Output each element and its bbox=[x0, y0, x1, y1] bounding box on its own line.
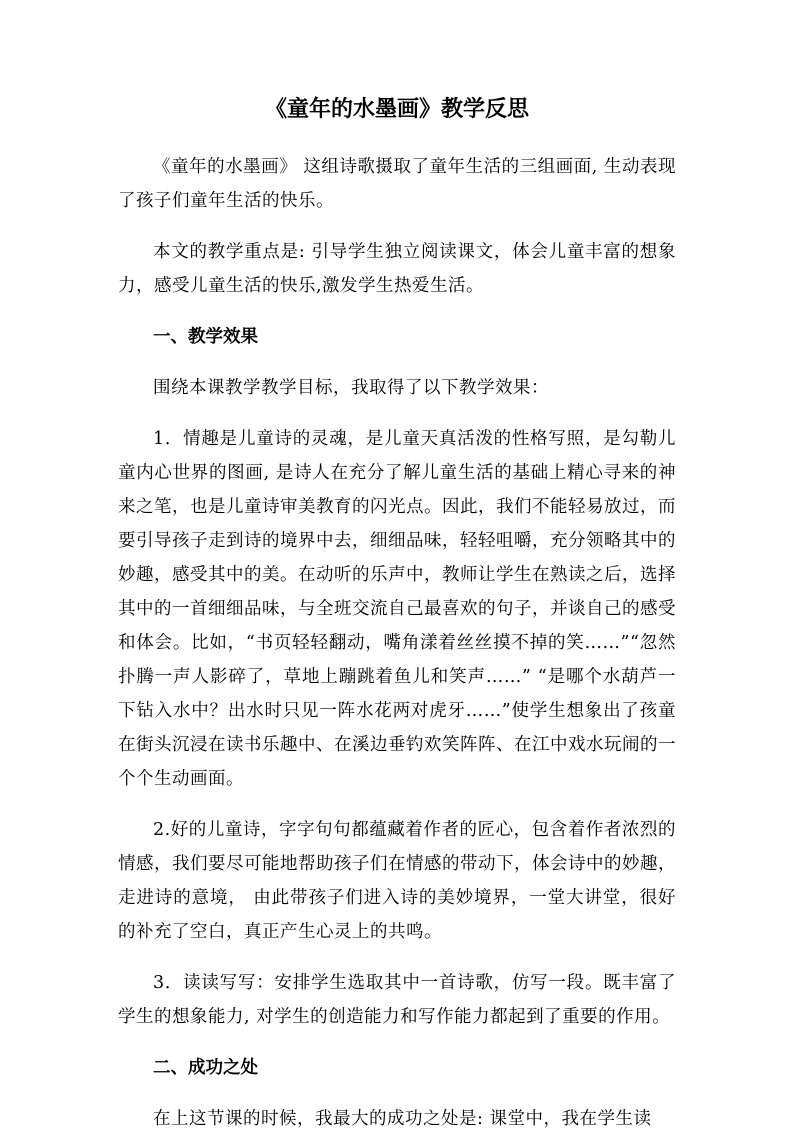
effect-item-1: 1．情趣是儿童诗的灵魂，是儿童天真活泼的性格写照，是勾勒儿童内心世界的图画, 是诗人在充分了解儿童生活的基础上精心寻来的神来之笔，也是儿童诗审美教育的闪光点。因此，我们不能轻易放过，而要引导孩子走到诗的境界中去，细细品味，轻轻咀嚼，充分领略其中的妙趣，感受其中的美。在动听的乐声中，教师让学生在熟读之后，选择其中的一首细细品味，与全班交流自己最喜欢的句子，并谈自己的感受和体会。比如，“书页轻轻翻动，嘴角漾着丝丝摸不掉的笑……”“忽然扑腾一声人影碎了，草地上蹦跳着鱼儿和笑声……” “是哪个水葫芦一下钻入水中？出水时只见一阵水花两对虎牙……”使学生想象出了孩童在街头沉浸在读书乐趣中、在溪边垂钓欢笑阵阵、在江中戏水玩闹的一个个生动画面。 bbox=[118, 429, 676, 789]
section-heading-teaching-effect: 一、教学效果 bbox=[153, 327, 258, 347]
intro-paragraph: 《童年的水墨画》 这组诗歌摄取了童年生活的三组画面, 生动表现了孩子们童年生活的快乐。 bbox=[118, 157, 676, 211]
success-paragraph: 在上这节课的时候，我最大的成功之处是: 课堂中，我在学生读 bbox=[153, 1109, 652, 1129]
effect-item-3: 3．读读写写：安排学生选取其中一首诗歌，仿写一段。既丰富了学生的想象能力, 对学生的创造能力和写作能力都起到了重要的作用。 bbox=[118, 973, 676, 1027]
document-title: 《童年的水墨画》教学反思 bbox=[264, 96, 529, 122]
section-heading-success: 二、成功之处 bbox=[153, 1058, 258, 1078]
teaching-focus-paragraph: 本文的教学重点是: 引导学生独立阅读课文，体会儿童丰富的想象力，感受儿童生活的快乐,激发学生热爱生活。 bbox=[118, 242, 676, 296]
effect-item-2: 2.好的儿童诗，字字句句都蕴藏着作者的匠心，包含着作者浓烈的情感，我们要尽可能地帮助孩子们在情感的带动下，体会诗中的妙趣，走进诗的意境， 由此带孩子们进入诗的美妙境界，一堂大讲堂，很好的补充了空白，真正产生心灵上的共鸣。 bbox=[118, 820, 676, 942]
section-intro-paragraph: 围绕本课教学教学目标，我取得了以下教学效果： bbox=[153, 378, 549, 398]
